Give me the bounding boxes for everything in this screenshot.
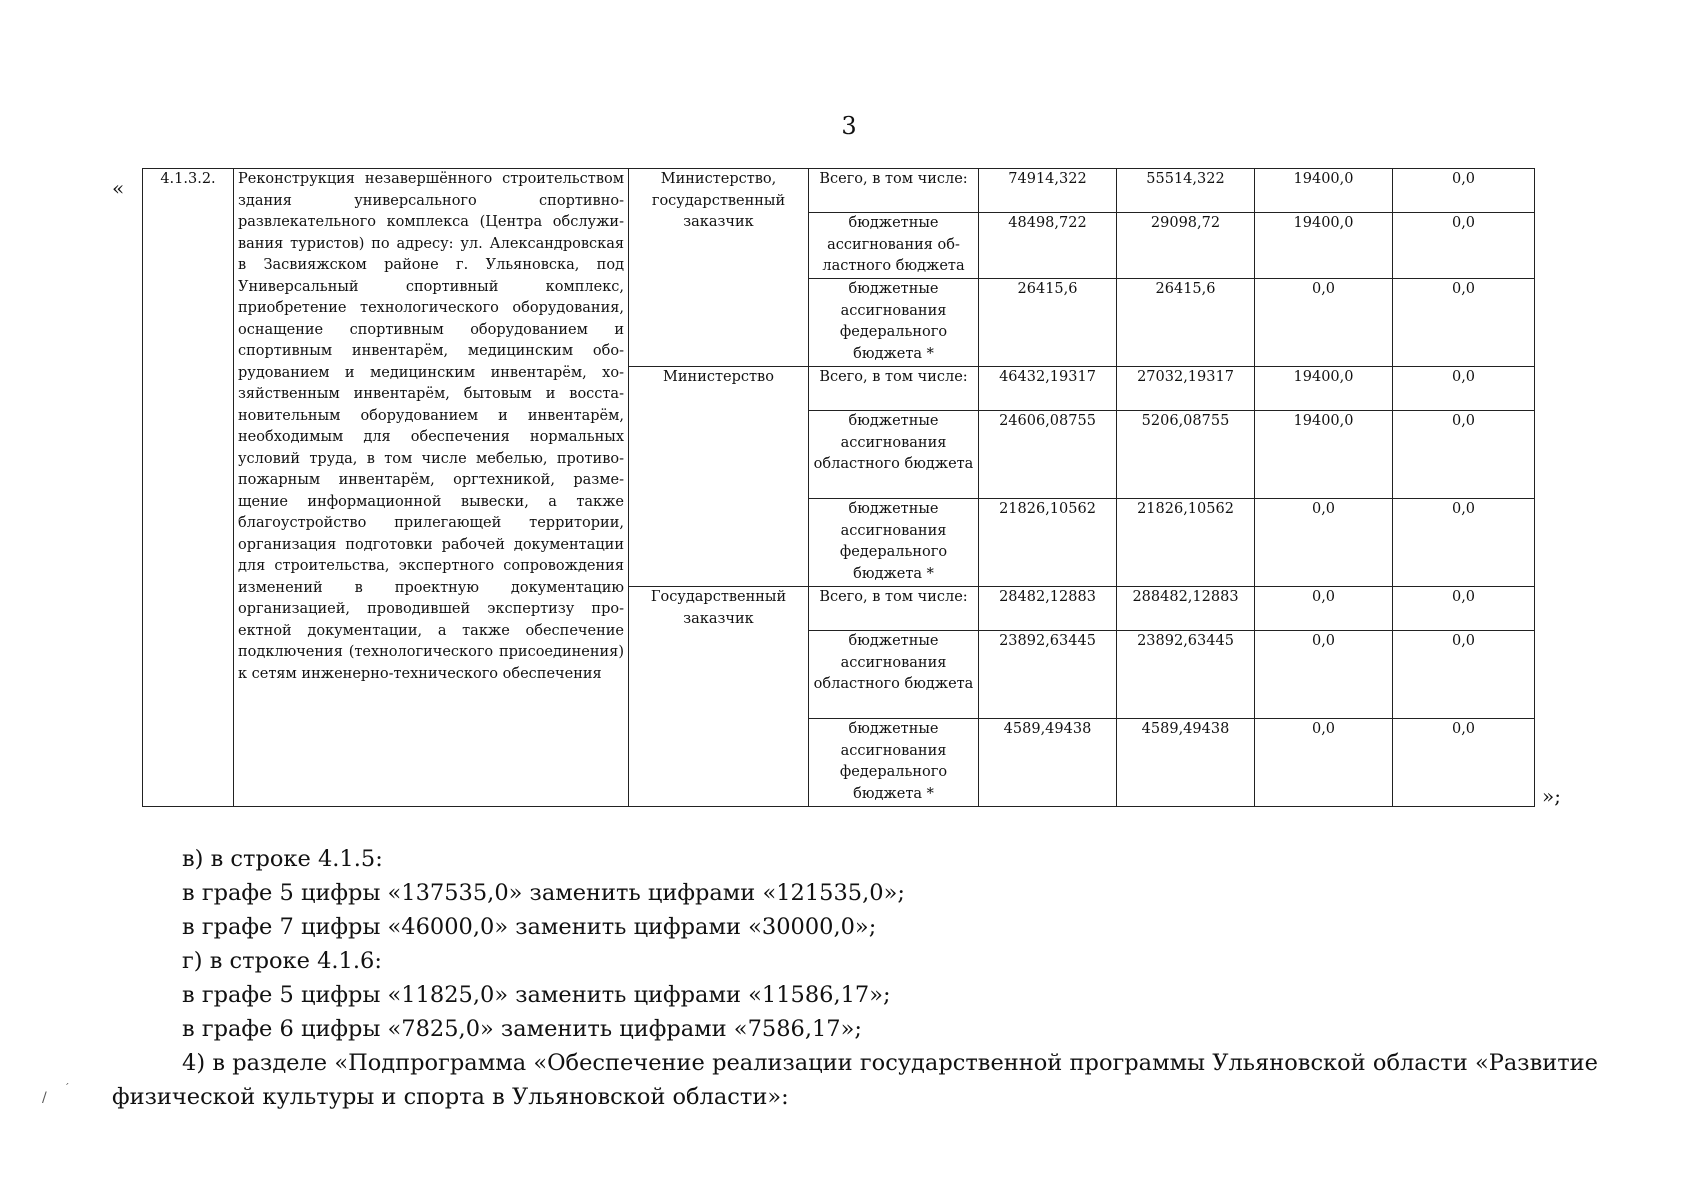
value-cell: 74914,322 bbox=[979, 169, 1117, 213]
table-row bbox=[143, 169, 1535, 213]
value-cell: 0,0 bbox=[1393, 367, 1535, 411]
source-cell: бюджетные ассигнования областного бюджета bbox=[809, 411, 979, 499]
opening-quote: « bbox=[112, 176, 125, 200]
value-cell: 0,0 bbox=[1393, 213, 1535, 279]
value-cell: 46432,19317 bbox=[979, 367, 1117, 411]
source-cell: Всего, в том числе: bbox=[809, 587, 979, 631]
value-cell: 26415,6 bbox=[979, 279, 1117, 367]
value-cell: 29098,72 bbox=[1117, 213, 1255, 279]
scan-speck: / bbox=[42, 1090, 47, 1106]
value-cell: 24606,08755 bbox=[979, 411, 1117, 499]
source-cell: Всего, в том числе: bbox=[809, 169, 979, 213]
value-cell: 0,0 bbox=[1255, 499, 1393, 587]
value-cell: 23892,63445 bbox=[1117, 631, 1255, 719]
value-cell: 28482,12883 bbox=[979, 587, 1117, 631]
value-cell: 0,0 bbox=[1255, 631, 1393, 719]
value-cell: 0,0 bbox=[1393, 719, 1535, 807]
value-cell: 288482,12883 bbox=[1117, 587, 1255, 631]
source-cell: бюджетные ассигнования федерального бюджета * bbox=[809, 719, 979, 807]
value-cell: 19400,0 bbox=[1255, 367, 1393, 411]
value-cell: 55514,322 bbox=[1117, 169, 1255, 213]
paragraph: в графе 5 цифры «137535,0» заменить цифрами «121535,0»; bbox=[182, 880, 905, 906]
value-cell: 0,0 bbox=[1255, 279, 1393, 367]
value-cell: 0,0 bbox=[1393, 499, 1535, 587]
paragraph: 4) в разделе «Подпрограмма «Обеспечение реализации государственной программы Ульяновской области «Развитие физической культуры и спорта в Ульяновской области»: bbox=[112, 1050, 1598, 1110]
value-cell: 27032,19317 bbox=[1117, 367, 1255, 411]
value-cell: 21826,10562 bbox=[1117, 499, 1255, 587]
value-cell: 0,0 bbox=[1255, 587, 1393, 631]
description-cell: Реконструкция незавершённого строительством здания универсального спортивно-развлекательного комплекса (Центра обслуживания туристов) по адресу: ул. Александровская в Засвияжском районе г. Ульяновска, под Универсальный спортивный комплекс, приобретение технологического оборудования, оснащение спортивным оборудованием и спортивным инвентарём, медицинским оборудованием и медицинским инвентарём, хозяйственным инвентарём, бытовым и восстановительным оборудованием и инвентарём, необходимым для обеспечения нормальных условий труда, в том числе мебелью, противопожарным инвентарём, оргтехникой, размещение информационной вывески, а также благоустройство прилегающей территории, организация подготовки рабочей документации для строительства, экспертного сопровождения изменений в проектную документацию организацией, проводившей экспертизу проектной документации, а также обеспечение подключения (технологического присоединения) к сетям инженерно-технического обеспечения bbox=[234, 169, 629, 807]
source-cell: бюджетные ассигнования федерального бюджета * bbox=[809, 499, 979, 587]
value-cell: 4589,49438 bbox=[979, 719, 1117, 807]
value-cell: 23892,63445 bbox=[979, 631, 1117, 719]
value-cell: 19400,0 bbox=[1255, 169, 1393, 213]
source-cell: бюджетные ассигнования областного бюджета bbox=[809, 213, 979, 279]
value-cell: 4589,49438 bbox=[1117, 719, 1255, 807]
value-cell: 0,0 bbox=[1393, 587, 1535, 631]
value-cell: 48498,722 bbox=[979, 213, 1117, 279]
source-cell: бюджетные ассигнования областного бюджета bbox=[809, 631, 979, 719]
value-cell: 19400,0 bbox=[1255, 213, 1393, 279]
value-cell: 26415,6 bbox=[1117, 279, 1255, 367]
scan-speck: ´ bbox=[64, 1082, 70, 1095]
page-number: 3 bbox=[841, 112, 857, 140]
paragraph: в графе 6 цифры «7825,0» заменить цифрами «7586,17»; bbox=[182, 1016, 862, 1042]
executor-cell: Министерство, государственный заказчик bbox=[629, 169, 809, 367]
value-cell: 5206,08755 bbox=[1117, 411, 1255, 499]
executor-cell: Министерство bbox=[629, 367, 809, 587]
value-cell: 0,0 bbox=[1255, 719, 1393, 807]
value-cell: 0,0 bbox=[1393, 411, 1535, 499]
value-cell: 0,0 bbox=[1393, 169, 1535, 213]
budget-table bbox=[142, 168, 1535, 807]
executor-cell: Государственный заказчик bbox=[629, 587, 809, 807]
source-cell: Всего, в том числе: bbox=[809, 367, 979, 411]
paragraph: в) в строке 4.1.5: bbox=[182, 846, 383, 872]
value-cell: 0,0 bbox=[1393, 631, 1535, 719]
paragraph: в графе 7 цифры «46000,0» заменить цифрами «30000,0»; bbox=[182, 914, 877, 940]
source-cell: бюджетные ассигнования федерального бюджета * bbox=[809, 279, 979, 367]
value-cell: 0,0 bbox=[1393, 279, 1535, 367]
paragraph: г) в строке 4.1.6: bbox=[182, 948, 382, 974]
value-cell: 21826,10562 bbox=[979, 499, 1117, 587]
closing-quote: »; bbox=[1542, 784, 1561, 808]
paragraph: в графе 5 цифры «11825,0» заменить цифрами «11586,17»; bbox=[182, 982, 891, 1008]
amendment-text bbox=[112, 842, 1598, 1114]
row-number-cell: 4.1.3.2. bbox=[143, 169, 234, 807]
value-cell: 19400,0 bbox=[1255, 411, 1393, 499]
